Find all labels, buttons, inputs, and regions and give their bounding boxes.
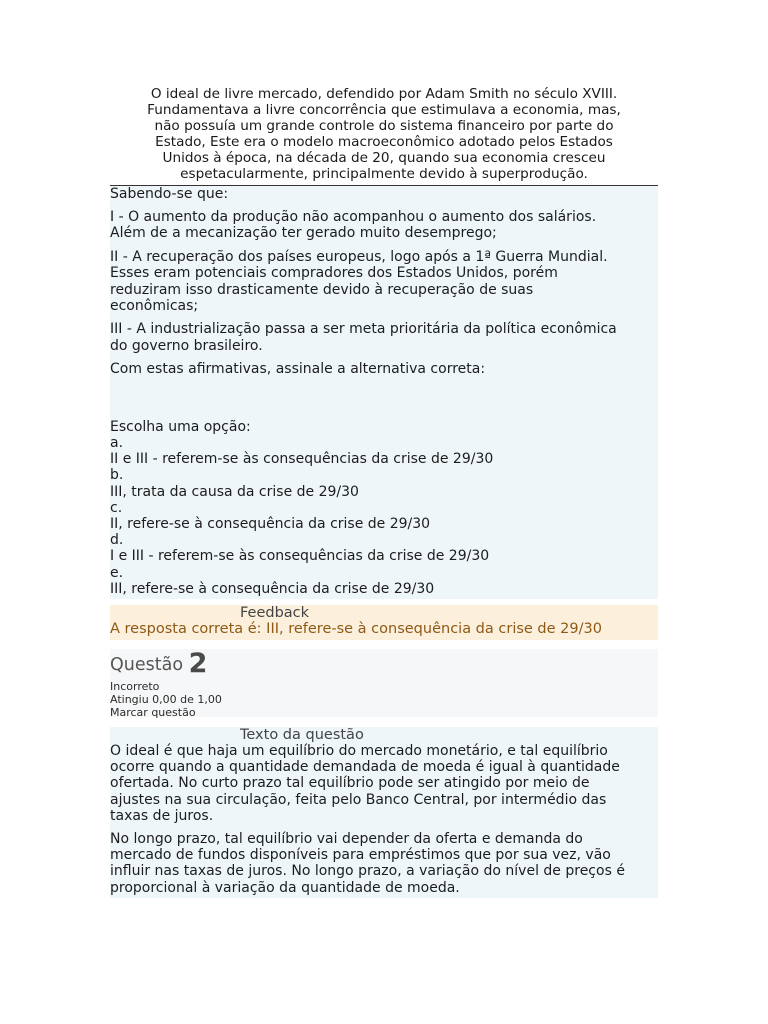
question-grade: Atingiu 0,00 de 1,00 [110, 693, 222, 707]
paragraph-1-line: ajustes na sua circulação, feita pelo Banco Central, por intermédio das [110, 791, 607, 808]
statement-1-line: I - O aumento da produção não acompanhou o aumento dos salários. [110, 208, 597, 225]
option-a-text[interactable]: II e III - referem-se às consequências da crise de 29/30 [110, 451, 494, 468]
paragraph-2-line: proporcional à variação da quantidade de moeda. [110, 879, 460, 896]
question-prompt: Com estas afirmativas, assinale a alternativa correta: [110, 361, 486, 378]
statement-2-line: econômicas; [110, 298, 199, 314]
question-2-info [110, 648, 658, 720]
flag-question-link[interactable]: Marcar questão [110, 706, 196, 720]
option-c-text[interactable]: II, refere-se à consequência da crise de 29/30 [110, 516, 431, 533]
paragraph-1-line: ofertada. No curto prazo tal equilíbrio pode ser atingido por meio de [110, 775, 590, 792]
option-b-letter[interactable]: b. [110, 467, 124, 484]
context-line: espetacularmente, principalmente devido à superprodução. [180, 166, 588, 183]
question-2-text [110, 727, 658, 898]
paragraph-2-line: mercado de fundos disponíveis para empréstimos que por sua vez, vão [110, 847, 611, 864]
context-line: Fundamentava a livre concorrência que estimulava a economia, mas, [147, 102, 621, 119]
feedback-panel [110, 605, 658, 640]
option-c-letter[interactable]: c. [110, 499, 123, 516]
context-line: não possuía um grande controle do sistema financeiro por parte do [154, 118, 614, 135]
choose-option-label: Escolha uma opção: [110, 418, 251, 435]
paragraph-2-line: No longo prazo, tal equilíbrio vai depender da oferta e demanda do [110, 831, 583, 848]
statement-3-line: III - A industrialização passa a ser meta prioritária da política econômica [110, 321, 617, 338]
statement-2-line: II - A recuperação dos países europeus, logo após a 1ª Guerra Mundial. [110, 248, 608, 265]
question-text-title: Texto da questão [240, 727, 364, 744]
context-line: O ideal de livre mercado, defendido por Adam Smith no século XVIII. [150, 86, 618, 102]
paragraph-1-line: ocorre quando a quantidade demandada de moeda é igual à quantidade [110, 759, 620, 776]
option-e-text[interactable]: III, refere-se à consequência da crise de 29/30 [110, 580, 435, 597]
context-line: Unidos à época, na década de 20, quando sua economia cresceu [162, 150, 606, 167]
feedback-title: Feedback [240, 605, 310, 622]
correct-answer-text: A resposta correta é: III, refere-se à consequência da crise de 29/30 [110, 621, 602, 638]
option-b-text[interactable]: III, trata da causa da crise de 29/30 [110, 483, 359, 500]
option-a-letter[interactable]: a. [110, 435, 124, 452]
statement-1-line: Além de a mecanização ter gerado muito desemprego; [110, 225, 497, 242]
option-e-letter[interactable]: e. [110, 564, 124, 581]
paragraph-1-line: O ideal é que haja um equilíbrio do mercado monetário, e tal equilíbrio [110, 743, 608, 760]
option-d-letter[interactable]: d. [110, 532, 124, 549]
question-number: 2 [188, 648, 208, 680]
question-label: Questão [110, 655, 184, 676]
quiz-page [110, 86, 658, 898]
paragraph-1-line: taxas de juros. [110, 807, 214, 824]
paragraph-2-line: influir nas taxas de juros. No longo prazo, a variação do nível de preços é [110, 863, 625, 880]
question-lead: Sabendo-se que: [110, 185, 229, 202]
question-1-body [110, 186, 658, 600]
option-d-text[interactable]: I e III - referem-se às consequências da crise de 29/30 [110, 548, 490, 565]
statement-3-line: do governo brasileiro. [110, 337, 263, 354]
context-line: Estado, Este era o modelo macroeconômico adotado pelos Estados [155, 134, 613, 151]
statement-2-line: Esses eram potenciais compradores dos Estados Unidos, porém [110, 265, 558, 282]
question-context [110, 86, 658, 186]
question-heading [110, 649, 658, 680]
statement-2-line: reduziram isso drasticamente devido à recuperação de suas [110, 281, 534, 298]
question-status: Incorreto [110, 680, 160, 694]
